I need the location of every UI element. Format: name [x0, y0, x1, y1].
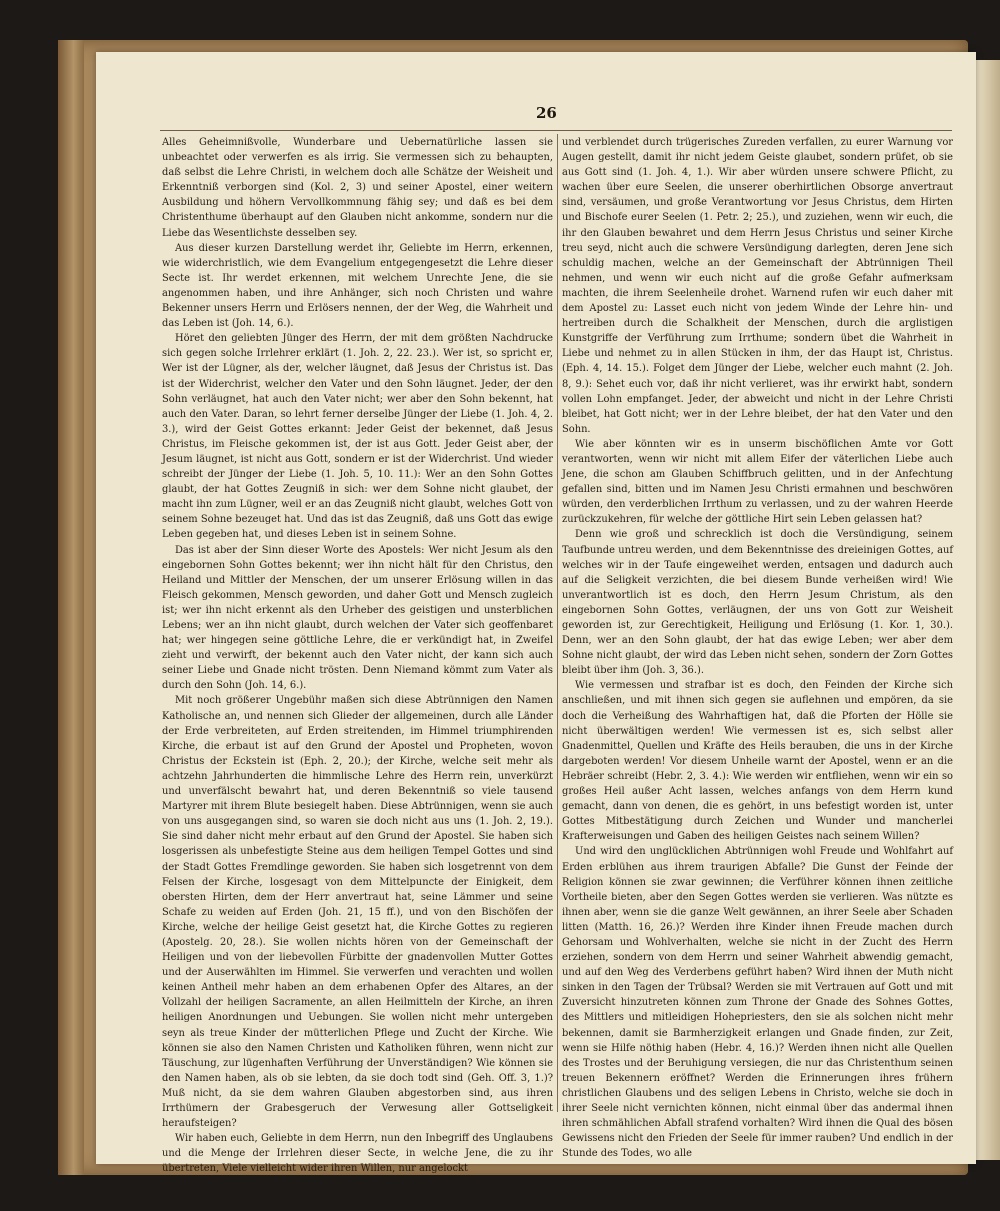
header-rule: [160, 130, 952, 131]
left-column: [162, 135, 553, 1175]
paragraph: Wie aber könnten wir es in unserm bischöflichen Amte vor Gott verantworten, wenn wir nicht mit allem Eifer der väterlichen Liebe auch Jene, die schon am Glauben Schiffbruch gelitten, und in der Anfechtung gefallen sind, bitten und im Namen Jesu Christi ermahnen und beschwören würden, den verderblichen Irrthum zu verlassen, und zu der wahren Heerde zurückzukehren, für welche der göttliche Hirt sein Leben gelassen hat?: [562, 438, 953, 526]
paragraph: und verblendet durch trügerisches Zureden verfallen, zu eurer Warnung vor Augen gestellt, damit ihr nicht jedem Geiste glaubet, sondern prüfet, ob sie aus Gott sind (1. Joh. 4, 1.). Wir aber würden unsere schwere Pflicht, zu wachen über eure Seelen, die unserer oberhirtlichen Obsorge anvertraut sind, versäumen, und große Verantwortung vor Jesus Christus, dem Hirten und Bischofe eurer Seelen (1. Petr. 2; 25.), und zuziehen, wenn wir euch, die ihr den Glauben bewahret und dem Herrn Jesus Christus und seiner Kirche treu seyd, nicht auch die schwere Versündigung darlegten, deren Jene sich schuldig machen, welche an der Gemeinschaft der Abtrünnigen Theil nehmen, und wenn wir euch nicht auf die große Gefahr aufmerksam machten, die ihrem Seelenheile drohet. Warnend rufen wir euch daher mit dem Apostel zu: Lasset euch nicht von jedem Winde der Lehre hin- und hertreiben durch die Schalkheit der Menschen, durch die arglistigen Kunstgriffe der Verführung zum Irrthume; sondern übet die Wahrheit in Liebe und nehmet zu in allen Stücken in ihm, der das Haupt ist, Christus. (Eph. 4, 14. 15.). Folget dem Jünger der Liebe, welcher euch mahnt (2. Joh. 8, 9.): Sehet euch vor, daß ihr nicht verlieret, was ihr erwirkt habt, sondern vollen Lohn empfanget. Jeder, der abweicht und nicht in der Lehre Christi bleibet, hat Gott nicht; wer in der Lehre bleibet, der hat den Vater und den Sohn.: [562, 137, 953, 435]
book-spine: [58, 40, 84, 1175]
right-column: [562, 135, 953, 1160]
paragraph: Aus dieser kurzen Darstellung werdet ihr, Geliebte im Herrn, erkennen, wie widerchristlich, wie dem Evangelium entgegengesetzt die Lehre dieser Secte ist. Ihr werdet erkennen, mit welchem Unrechte Jene, die sie angenommen haben, und ihre Anhänger, sich noch Christen und wahre Bekenner unsers Herrn und Erlösers nennen, der der Weg, die Wahrheit und das Leben ist (Joh. 14, 6.).: [162, 242, 553, 330]
column-divider: [557, 134, 558, 1112]
paragraph: Wie vermessen und strafbar ist es doch, den Feinden der Kirche sich anschließen, und mit ihnen sich gegen sie auflehnen und empören, da sie doch die Verheißung des Wahrhaftigen hat, daß die Pforten der Hölle sie nicht überwältigen werden! Wie vermessen ist es, sich selbst aller Gnadenmittel, Quellen und Kräfte des Heils berauben, die uns in der Kirche dargeboten werden! Vor diesem Unheile warnt der Apostel, wenn er an die Hebräer schreibt (Hebr. 2, 3. 4.): Wie werden wir entfliehen, wenn wir ein so großes Heil außer Acht lassen, welches anfangs von dem Herrn kund gemacht, dann von denen, die es gehört, in uns befestigt worden ist, unter Gottes Mitbestätigung durch Zeichen und Wunder und mancherlei Krafterweisungen und Gaben des heiligen Geistes nach seinem Willen?: [562, 680, 953, 843]
paragraph: Mit noch größerer Ungebühr maßen sich diese Abtrünnigen den Namen Katholische an, und nennen sich Glieder der allgemeinen, durch alle Länder der Erde verbreiteten, auf Erden streitenden, im Himmel triumphirenden Kirche, die erbaut ist auf den Grund der Apostel und Propheten, wovon Christus der Eckstein ist (Eph. 2, 20.); der Kirche, welche seit mehr als achtzehn Jahrhunderten die himmlische Lehre des Herrn rein, unverkürzt und unverfälscht bewahrt hat, und deren Bekenntniß so viele tausend Martyrer mit ihrem Blute besiegelt haben. Diese Abtrünnigen, wenn sie auch von uns ausgegangen sind, so waren sie doch nicht aus uns (1. Joh. 2, 19.). Sie sind daher nicht mehr erbaut auf den Grund der Apostel. Sie haben sich losgerissen als unbefestigte Steine aus dem heiligen Tempel Gottes und sind der Stadt Gottes Fremdlinge geworden. Sie haben sich losgetrennt von dem Felsen der Kirche, losgesagt von dem Mittelpuncte der Einigkeit, dem obersten Hirten, dem der Herr anvertraut hat, seine Lämmer und seine Schafe zu weiden auf Erden (Joh. 21, 15 ff.), und von den Bischöfen der Kirche, welche der heilige Geist gesetzt hat, die Kirche Gottes zu regieren (Apostelg. 20, 28.). Sie wollen nichts hören von der Gemeinschaft der Heiligen und von der liebevollen Fürbitte der gnadenvollen Mutter Gottes und der Auserwählten im Himmel. Sie verwerfen und verachten und wollen keinen Antheil mehr haben an dem erhabenen Opfer des Altares, an der Vollzahl der heiligen Sacramente, an allen Heilmitteln der Kirche, an ihren heiligen Anordnungen und Uebungen. Sie wollen nicht mehr untergeben seyn als treue Kinder der mütterlichen Pflege und Zucht der Kirche. Wie können sie also den Namen Christen und Katholiken führen, wenn nicht zur Täuschung, zur lügenhaften Verführung der Unverständigen? Wie können sie den Namen haben, als ob sie lebten, da sie doch todt sind (Geh. Off. 3, 1.)? Muß nicht, da sie dem wahren Glauben abgestorben sind, aus ihren Irrthümern der Grabesgeruch der Verwesung aller Gottseligkeit heraufsteigen?: [162, 695, 553, 1130]
paragraph: Höret den geliebten Jünger des Herrn, der mit dem größten Nachdrucke sich gegen solche Irrlehrer erklärt (1. Joh. 2, 22. 23.). Wer ist, so spricht er, Wer ist der Lügner, als der, welcher läugnet, daß Jesus der Christus ist. Das ist der Widerchrist, welcher den Vater und den Sohn läugnet. Jeder, der den Sohn verläugnet, hat auch den Vater nicht; wer aber den Sohn bekennt, hat auch den Vater. Daran, so lehrt ferner derselbe Jünger der Liebe (1. Joh. 4, 2. 3.), wird der Geist Gottes erkannt: Jeder Geist der bekennet, daß Jesus Christus, im Fleische gekommen ist, der ist aus Gott. Jeder Geist aber, der Jesum läugnet, ist nicht aus Gott, sondern er ist der Widerchrist. Und wieder schreibt der Jünger der Liebe (1. Joh. 5, 10. 11.): Wer an den Sohn Gottes glaubt, der hat Gottes Zeugniß in sich: wer dem Sohne nicht glaubet, der macht ihn zum Lügner, weil er an das Zeugniß nicht glaubt, welches Gott von seinem Sohne bezeuget hat. Und das ist das Zeugniß, daß uns Gott das ewige Leben gegeben hat, und dieses Leben ist in seinem Sohne.: [162, 333, 553, 541]
paragraph: Das ist aber der Sinn dieser Worte des Apostels: Wer nicht Jesum als den eingebornen Sohn Gottes bekennt; wer ihn nicht hält für den Christus, den Heiland und Mittler der Menschen, der um unserer Erlösung willen in das Fleisch gekommen, Mensch geworden, und daher Gott und Mensch zugleich ist; wer ihn nicht erkennt als den Urheber des geistigen und unsterblichen Lebens; wer an ihn nicht glaubt, durch welchen der Vater sich geoffenbaret hat; wer hingegen seine göttliche Lehre, die er verkündigt hat, in Zweifel zieht und verwirft, der bekennt auch den Vater nicht, der kann sich auch seiner Liebe und Gnade nicht trösten. Denn Niemand kömmt zum Vater als durch den Sohn (Joh. 14, 6.).: [162, 544, 553, 692]
paragraph: Und wird den unglücklichen Abtrünnigen wohl Freude und Wohlfahrt auf Erden erblühen aus ihrem traurigen Abfalle? Die Gunst der Feinde der Religion können sie zwar gewinnen; die Verführer können ihnen zeitliche Vortheile bieten, aber den Segen Gottes werden sie verlieren. Was nützte es ihnen aber, wenn sie die ganze Welt gewännen, an ihrer Seele aber Schaden litten (Matth. 16, 26.)? Werden ihre Kinder ihnen Freude machen durch Gehorsam und Wohlverhalten, welche sie nicht in der Zucht des Herrn erziehen, sondern von dem Herrn und seiner Wahrheit abwendig gemacht, und auf den Weg des Verderbens geführt haben? Wird ihnen der Muth nicht sinken in den Tagen der Trübsal? Werden sie mit Vertrauen auf Gott und mit Zuversicht hinzutreten können zum Throne der Gnade des Sohnes Gottes, des Mittlers und mitleidigen Hohepriesters, den sie als solchen nicht mehr bekennen, damit sie Barmherzigkeit erlangen und Gnade finden, zur Zeit, wenn sie Hilfe nöthig haben (Hebr. 4, 16.)? Werden ihnen nicht alle Quellen des Trostes und der Beruhigung versiegen, die nur das Christenthum seinen treuen Bekennern eröffnet? Werden die Erinnerungen ihres frühern christlichen Glaubens und des seligen Lebens in Christo, welche sie doch in ihrer Seele nicht vernichten können, nicht einmal über das andermal ihnen ihren schmählichen Abfall strafend vorhalten? Wird ihnen die Qual des bösen Gewissens nicht den Frieden der Seele für immer rauben? Und endlich in der Stunde des Todes, wo alle: [562, 846, 953, 1160]
page-number: 26: [536, 104, 557, 122]
paragraph: Wir haben euch, Geliebte in dem Herrn, nun den Inbegriff des Unglaubens und die Menge der Irrlehren dieser Secte, in welche Jene, die zu ihr übertreten, Viele vielleicht wider ihren Willen, nur angelockt: [162, 1133, 553, 1175]
paragraph: Denn wie groß und schrecklich ist doch die Versündigung, seinem Taufbunde untreu werden, und dem Bekenntnisse des dreieinigen Gottes, auf welches wir in der Taufe eingeweihet werden, entsagen und dadurch auch auf die Seligkeit verzichten, die bei diesem Bunde verheißen wird! Wie unverantwortlich ist es doch, den Herrn Jesum Christum, als den eingebornen Sohn Gottes, verläugnen, der uns von Gott zur Weisheit geworden ist, zur Gerechtigkeit, Heiligung und Erlösung (1. Kor. 1, 30.). Denn, wer an den Sohn glaubt, der hat das ewige Leben; wer aber dem Sohne nicht glaubt, der wird das Leben nicht sehen, sondern der Zorn Gottes bleibt über ihm (Joh. 3, 36.).: [562, 529, 953, 677]
paragraph: Alles Geheimnißvolle, Wunderbare und Uebernatürliche lassen sie unbeachtet oder verwerfen es als irrig. Sie vermessen sich zu behaupten, daß selbst die Lehre Christi, in welchem doch alle Schätze der Weisheit und Erkenntniß verborgen sind (Kol. 2, 3) und seiner Apostel, einer weitern Ausbildung und höhern Vervollkommnung fähig sey; und daß es bei dem Christenthume überhaupt auf den Glauben nicht ankomme, sondern nur die Liebe das Wesentlichste desselben sey.: [162, 137, 553, 239]
